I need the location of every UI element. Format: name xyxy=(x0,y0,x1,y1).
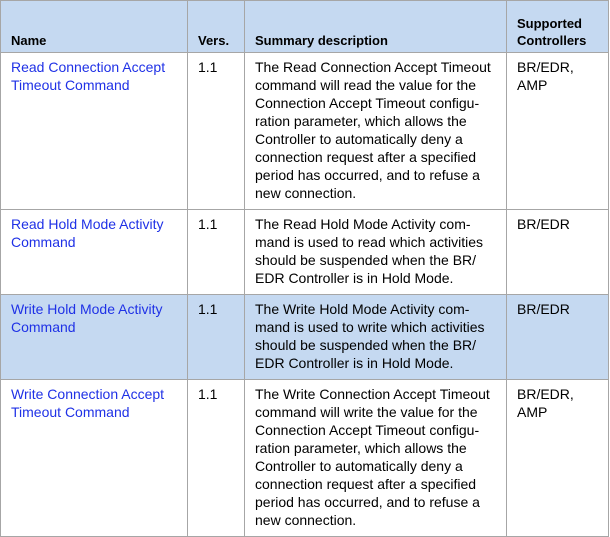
table-row xyxy=(1,380,609,537)
command-link-read-hold-mode-activity[interactable]: Read Hold Mode Activity Command xyxy=(11,216,164,250)
command-name-cell xyxy=(1,380,188,537)
table-row xyxy=(1,295,609,380)
table-body xyxy=(1,53,609,537)
command-name-cell xyxy=(1,53,188,210)
summary-cell: The Read Connection Accept Timeout command will read the value for the Connection Accept Timeout configu-ration parameter, which allows the Controller to automatically deny a connection request after a specified period has occurred, and to refuse a new connection. xyxy=(245,53,507,210)
column-header-controllers: Supported Controllers xyxy=(507,1,609,53)
controllers-cell: BR/EDR, AMP xyxy=(507,53,609,210)
command-name-cell xyxy=(1,210,188,295)
column-header-summary: Summary description xyxy=(245,1,507,53)
column-header-version: Vers. xyxy=(188,1,245,53)
summary-cell: The Write Connection Accept Timeout command will write the value for the Connection Accept Timeout configu-ration parameter, which allows the Controller to automatically deny a connection request after a specified period has occurred, and to refuse a new connection. xyxy=(245,380,507,537)
controllers-cell: BR/EDR, AMP xyxy=(507,380,609,537)
version-cell: 1.1 xyxy=(188,295,245,380)
version-cell: 1.1 xyxy=(188,210,245,295)
table-row xyxy=(1,210,609,295)
column-header-name: Name xyxy=(1,1,188,53)
command-link-read-connection-accept-timeout[interactable]: Read Connection Accept Timeout Command xyxy=(11,59,166,93)
version-cell: 1.1 xyxy=(188,53,245,210)
summary-cell: The Read Hold Mode Activity com-mand is used to read which activities should be suspended when the BR/ EDR Controller is in Hold Mode. xyxy=(245,210,507,295)
command-link-write-hold-mode-activity[interactable]: Write Hold Mode Activity Command xyxy=(11,301,163,335)
command-name-cell xyxy=(1,295,188,380)
summary-cell: The Write Hold Mode Activity com-mand is used to write which activities should be suspended when the BR/ EDR Controller is in Hold Mode. xyxy=(245,295,507,380)
header-row xyxy=(1,1,609,53)
command-link-write-connection-accept-timeout[interactable]: Write Connection Accept Timeout Command xyxy=(11,386,165,420)
table-header xyxy=(1,1,609,53)
controllers-cell: BR/EDR xyxy=(507,210,609,295)
table-row xyxy=(1,53,609,210)
controllers-cell: BR/EDR xyxy=(507,295,609,380)
version-cell: 1.1 xyxy=(188,380,245,537)
